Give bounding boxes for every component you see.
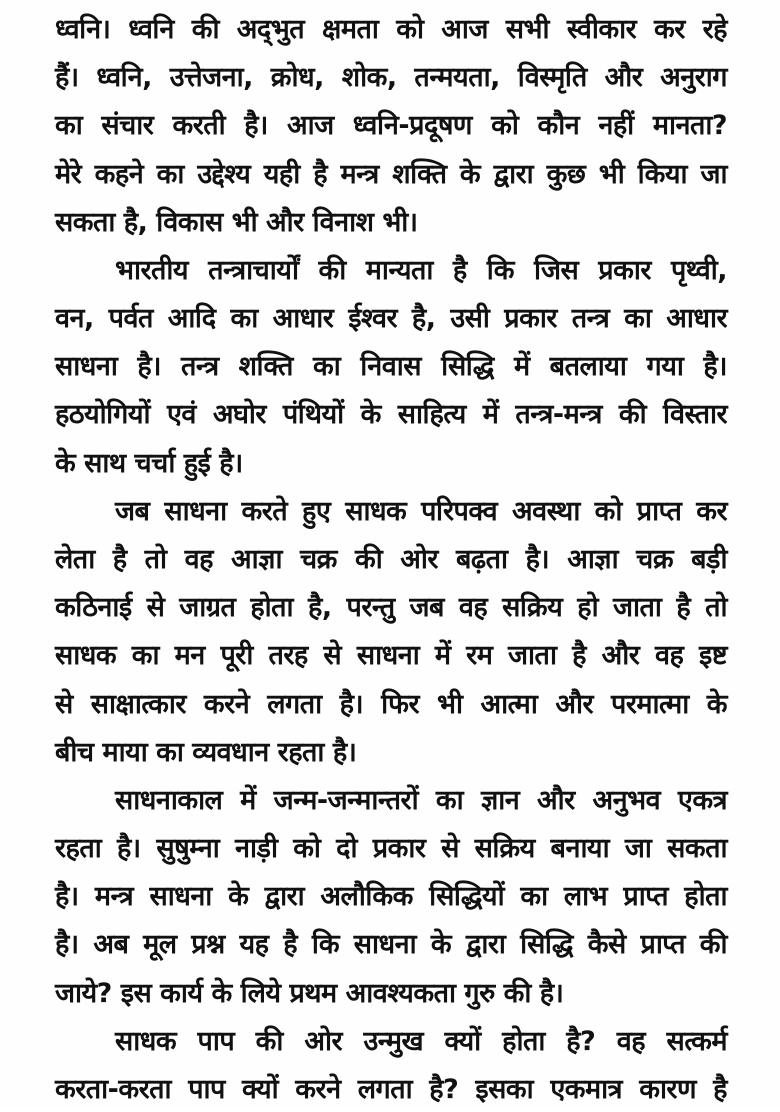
- text-line: वन, पर्वत आदि का आधार ईश्वर है, उसी प्रकार तन्त्र का आधार: [55, 303, 727, 334]
- text-line: के साथ चर्चा हुई है।: [55, 448, 243, 479]
- text-line: करता-करता पाप क्यों करने लगता है? इसका एकमात्र कारण है: [55, 1074, 727, 1105]
- text-line: है। अब मूल प्रश्न यह है कि साधना के द्वारा सिद्धि कैसे प्राप्त की: [55, 929, 727, 960]
- text-line: साधना है। तन्त्र शक्ति का निवास सिद्धि में बतलाया गया है।: [55, 351, 727, 382]
- text-line: भारतीय तन्त्राचार्यों की मान्यता है कि जिस प्रकार पृथ्वी,: [115, 255, 727, 286]
- text-line: बीच माया का व्यवधान रहता है।: [55, 737, 357, 768]
- text-line: लेता है तो वह आज्ञा चक्र की ओर बढ़ता है। आज्ञा चक्र बड़ी: [55, 544, 727, 575]
- text-line: हठयोगियों एवं अघोर पंथियों के साहित्य में तन्त्र-मन्त्र की विस्तार: [55, 399, 727, 430]
- text-line: साधक पाप की ओर उन्मुख क्यों होता है? वह सत्कर्म: [115, 1026, 727, 1057]
- text-line: का संचार करती है। आज ध्वनि-प्रदूषण को कौन नहीं मानता?: [55, 110, 727, 141]
- text-line: मेरे कहने का उद्देश्य यही है मन्त्र शक्ति के द्वारा कुछ भी किया जा: [55, 159, 727, 190]
- text-line: सकता है, विकास भी और विनाश भी।: [55, 207, 418, 238]
- text-line: जाये? इस कार्य के लिये प्रथम आवश्यकता गुरु की है।: [55, 978, 564, 1009]
- text-line: हैं। ध्वनि, उत्तेजना, क्रोध, शोक, तन्मयता, विस्मृति और अनुराग: [55, 62, 727, 93]
- text-line: से साक्षात्कार करने लगता है। फिर भी आत्मा और परमात्मा के: [55, 689, 727, 720]
- text-line: कठिनाई से जाग्रत होता है, परन्तु जब वह सक्रिय हो जाता है तो: [55, 592, 727, 623]
- text-line: जब साधना करते हुए साधक परिपक्व अवस्था को प्राप्त कर: [115, 496, 727, 527]
- text-line: साधक का मन पूरी तरह से साधना में रम जाता है और वह इष्ट: [55, 640, 727, 671]
- text-line: है। मन्त्र साधना के द्वारा अलौकिक सिद्धियों का लाभ प्राप्त होता: [55, 881, 727, 912]
- text-line: ध्वनि। ध्वनि की अद्‌भुत क्षमता को आज सभी स्वीकार कर रहे: [55, 14, 727, 45]
- text-line: रहता है। सुषुम्ना नाड़ी को दो प्रकार से सक्रिय बनाया जा सकता: [55, 833, 727, 864]
- text-line: साधनाकाल में जन्म-जन्मान्तरों का ज्ञान और अनुभव एकत्र: [115, 785, 727, 816]
